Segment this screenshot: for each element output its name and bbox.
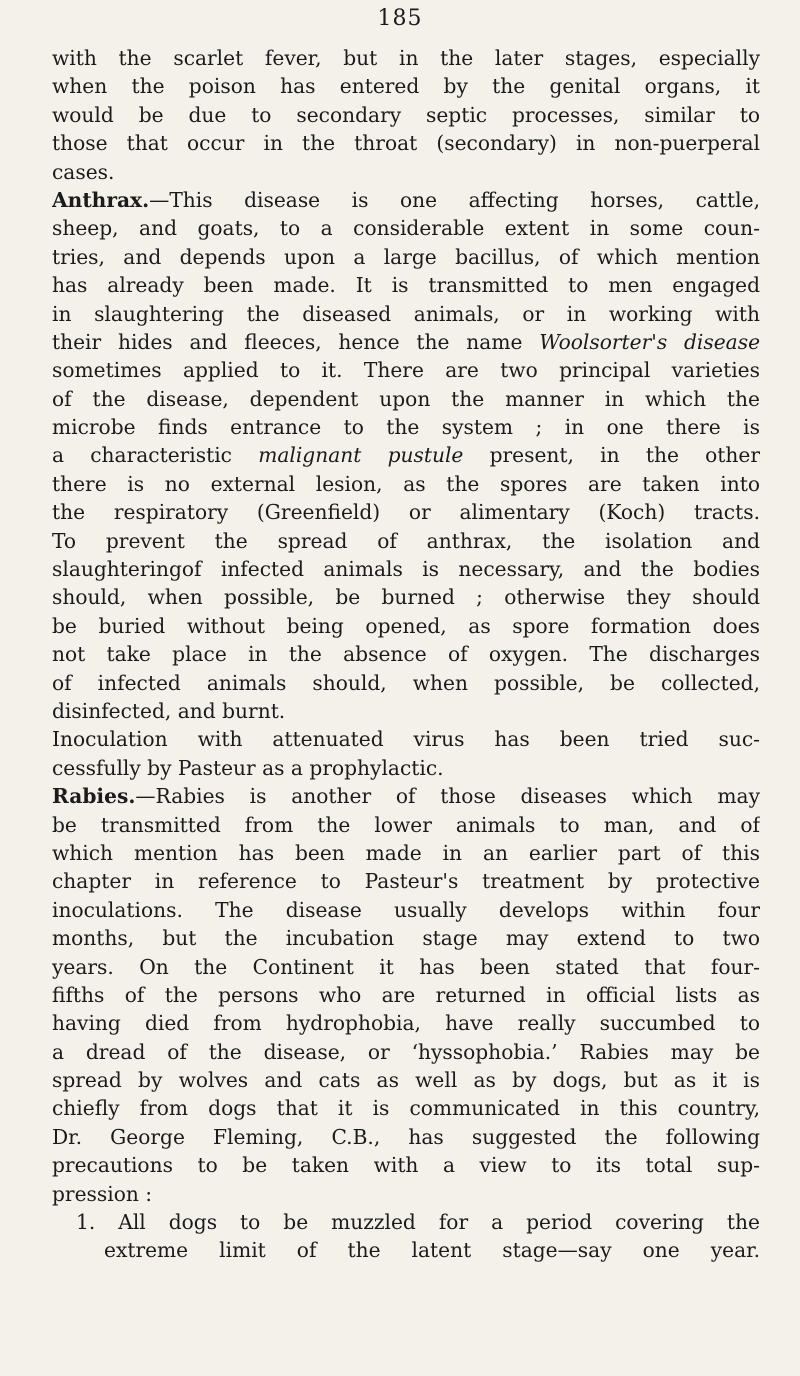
text-line: precautions to be taken with a view to its total sup- — [52, 1153, 760, 1178]
text-line: chapter in reference to Pasteur's treatment by protective — [52, 869, 760, 894]
text-line: be buried without being opened, as spore formation does — [52, 613, 760, 638]
text-line: sheep, and goats, to a considerable extent in some coun- — [52, 216, 760, 241]
text-fragment: —Rabies is another of those diseases which may — [135, 784, 760, 809]
text-line: a dread of the disease, or ‘hyssophobia.’ Rabies may be — [52, 1039, 760, 1064]
italic-term: malignant pustule — [258, 443, 464, 468]
text-line: months, but the incubation stage may extend to two — [52, 926, 760, 951]
text-line: cessfully by Pasteur as a prophylactic. — [52, 755, 444, 780]
text-line: pression : — [52, 1181, 153, 1206]
text-line — [52, 441, 760, 469]
text-line: years. On the Continent it has been stated that four- — [52, 954, 760, 979]
list-item: 1. All dogs to be muzzled for a period covering the — [76, 1210, 760, 1235]
text-line: of the disease, dependent upon the manner in which the — [52, 386, 760, 411]
text-fragment: their hides and fleeces, hence the name — [52, 329, 540, 354]
text-line: in slaughtering the diseased animals, or in working with — [52, 301, 760, 326]
list-item-continuation: extreme limit of the latent stage—say one year. — [104, 1238, 760, 1263]
text-line — [52, 782, 760, 810]
text-line: To prevent the spread of anthrax, the isolation and — [52, 528, 760, 553]
section-heading-rabies: Rabies. — [52, 784, 136, 809]
text-line: there is no external lesion, as the spores are taken into — [52, 471, 760, 496]
text-line: tries, and depends upon a large bacillus, of which mention — [52, 244, 760, 269]
text-line: slaughteringof infected animals is necessary, and the bodies — [52, 557, 760, 582]
text-line: fifths of the persons who are returned in official lists as — [52, 982, 760, 1007]
text-line: Inoculation with attenuated virus has been tried suc- — [52, 727, 760, 752]
text-fragment: —This disease is one affecting horses, cattle, — [149, 187, 760, 212]
section-heading-anthrax: Anthrax. — [52, 187, 150, 212]
text-line: when the poison has entered by the genital organs, it — [52, 74, 760, 99]
text-line: spread by wolves and cats as well as by dogs, but as it is — [52, 1068, 760, 1093]
text-line: those that occur in the throat (secondary) in non-puerperal — [52, 131, 760, 156]
page-number: 185 — [377, 6, 423, 31]
text-line: disinfected, and burnt. — [52, 698, 286, 723]
text-line: microbe finds entrance to the system ; in one there is — [52, 415, 760, 440]
text-line: the respiratory (Greenfield) or alimentary (Koch) tracts. — [52, 500, 760, 525]
text-line: having died from hydrophobia, have really succumbed to — [52, 1011, 760, 1036]
text-line: chiefly from dogs that it is communicated in this country, — [52, 1096, 760, 1121]
italic-term: Woolsorter's disease — [539, 329, 760, 354]
body-text — [52, 44, 760, 1265]
text-line — [52, 186, 760, 214]
text-line: Dr. George Fleming, C.B., has suggested the following — [52, 1124, 760, 1149]
text-line: be transmitted from the lower animals to man, and of — [52, 812, 760, 837]
text-line: not take place in the absence of oxygen. The discharges — [52, 642, 760, 667]
text-line: should, when possible, be burned ; otherwise they should — [52, 585, 760, 610]
text-line: with the scarlet fever, but in the later stages, especially — [52, 46, 760, 70]
text-fragment: present, in the other — [463, 443, 760, 468]
text-line: would be due to secondary septic processes, similar to — [52, 102, 760, 127]
text-line: sometimes applied to it. There are two principal varieties — [52, 358, 760, 383]
text-line: cases. — [52, 159, 115, 184]
text-line: which mention has been made in an earlier part of this — [52, 840, 760, 865]
text-line: of infected animals should, when possible, be collected, — [52, 670, 760, 695]
text-line — [52, 328, 760, 356]
text-fragment: a characteristic — [52, 443, 259, 468]
text-line: inoculations. The disease usually develops within four — [52, 897, 760, 922]
text-line: has already been made. It is transmitted to men engaged — [52, 273, 760, 298]
